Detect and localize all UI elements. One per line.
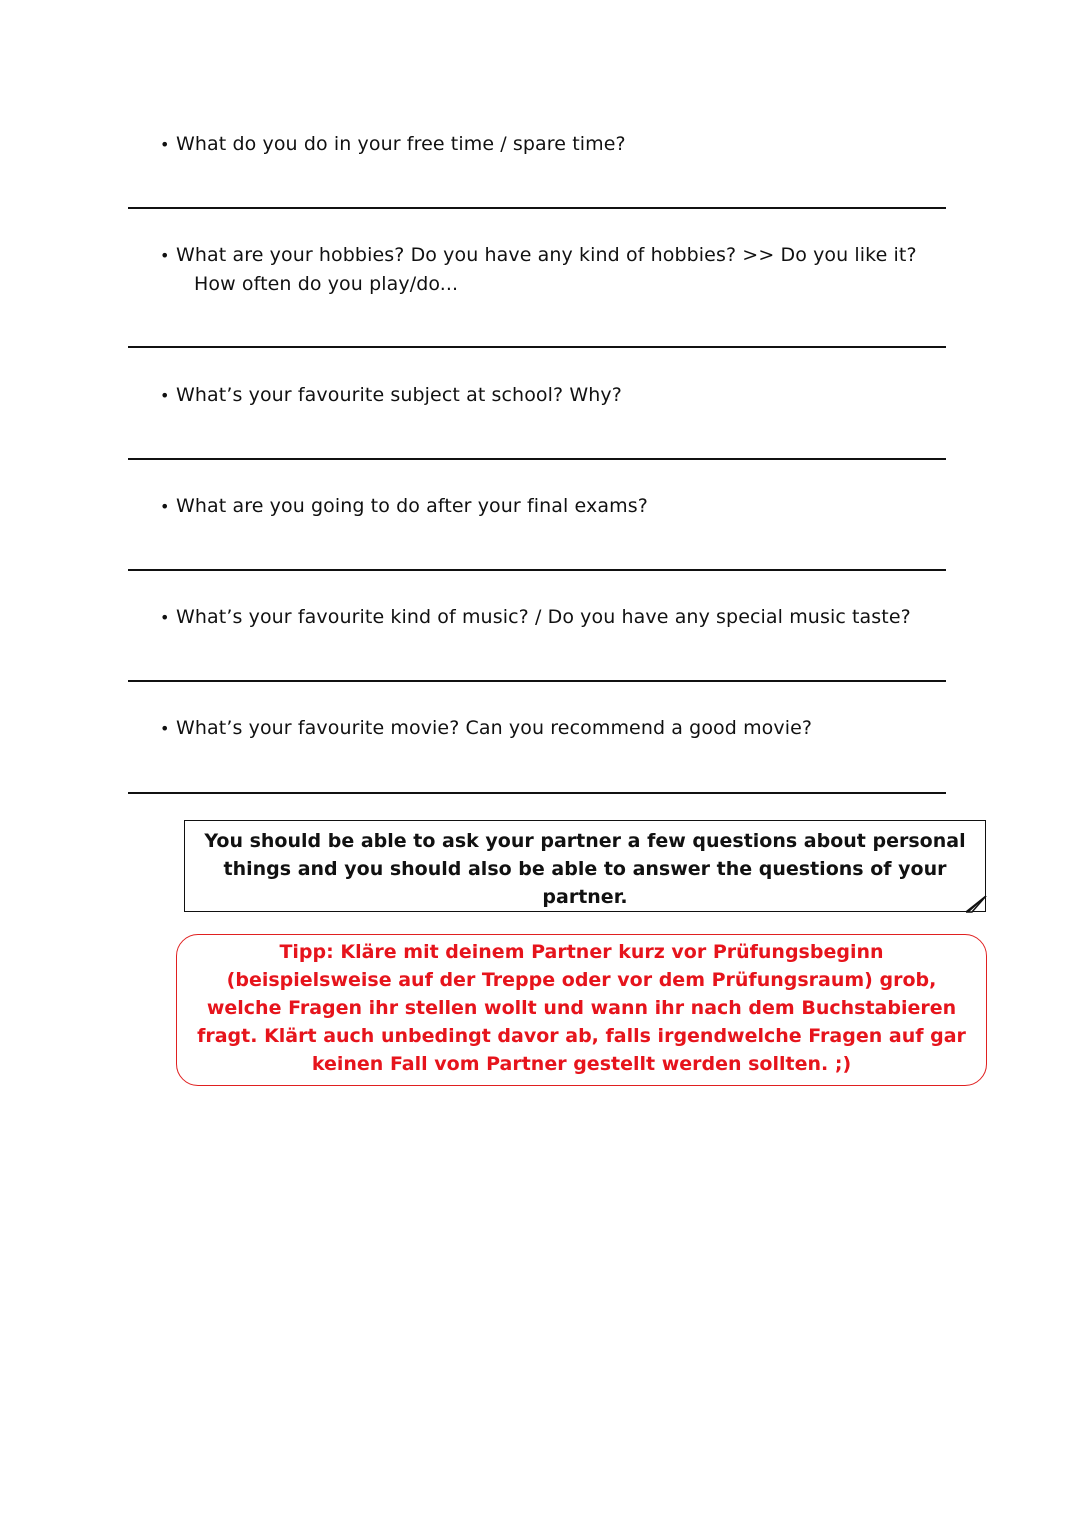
answer-line[interactable] (128, 458, 946, 460)
bullet-icon: • (160, 608, 170, 627)
question-item (160, 381, 960, 410)
question-text: What’s your favourite movie? Can you recommend a good movie? (176, 717, 813, 739)
answer-line[interactable] (128, 680, 946, 682)
bullet-icon: • (160, 719, 170, 738)
question-item (160, 492, 960, 521)
question-text: What do you do in your free time / spare time? (176, 133, 626, 155)
answer-line[interactable] (128, 346, 946, 348)
question-item (160, 603, 960, 632)
bullet-icon: • (160, 135, 170, 154)
answer-line[interactable] (128, 569, 946, 571)
question-item (160, 714, 960, 743)
question-item (160, 130, 960, 159)
tipp-box (176, 934, 987, 1086)
question-text: What’s your favourite kind of music? / Do you have any special music taste? (176, 606, 911, 628)
question-item (160, 241, 960, 298)
page-fold-icon (966, 894, 988, 914)
answer-line[interactable] (128, 207, 946, 209)
question-text: What are you going to do after your final exams? (176, 495, 648, 517)
question-text: What are your hobbies? Do you have any kind of hobbies? >> Do you like it? (176, 244, 917, 266)
bullet-icon: • (160, 497, 170, 516)
note-text: You should be able to ask your partner a few questions about personal things and you should also be able to answer the questions of your partner. (204, 830, 966, 908)
question-text: What’s your favourite subject at school? Why? (176, 384, 622, 406)
note-box (184, 820, 986, 912)
bullet-icon: • (160, 386, 170, 405)
answer-line[interactable] (128, 792, 946, 794)
bullet-icon: • (160, 246, 170, 265)
question-text-continued: How often do you play/do... (194, 273, 459, 295)
tipp-text: Tipp: Kläre mit deinem Partner kurz vor Prüfungsbeginn (beispielsweise auf der Treppe oder vor dem Prüfungsraum) grob, welche Fragen ihr stellen wollt und wann ihr nach dem Buchstabieren fragt. Klärt auch unbedingt davor ab, falls irgendwelche Fragen auf gar keinen Fall vom Partner gestellt werden sollten. ;) (197, 941, 966, 1075)
